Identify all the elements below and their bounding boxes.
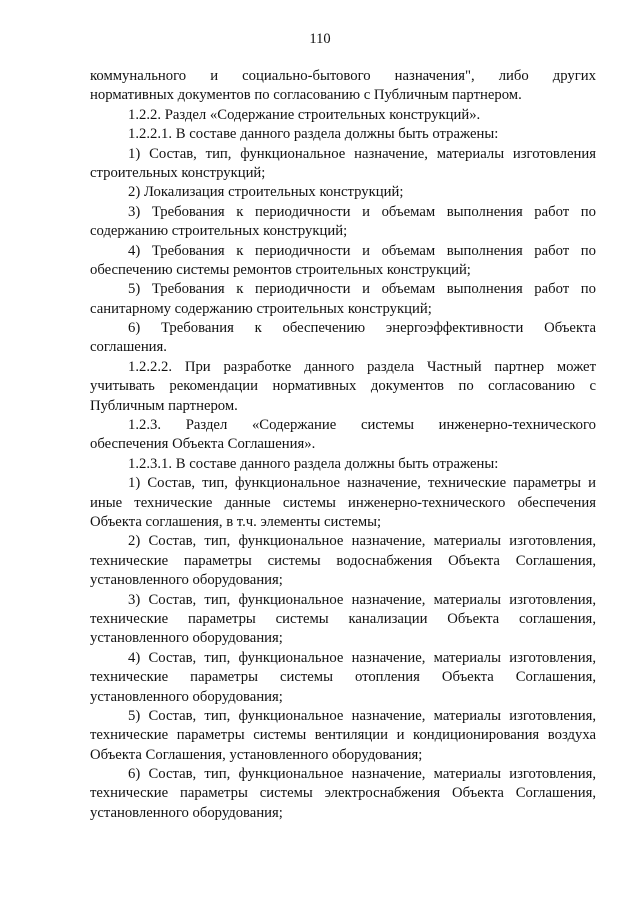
text-line: обеспечения Объекта Соглашения». — [90, 436, 316, 453]
text-line: 5) Состав, тип, функциональное назначение, материалы изготовления, — [128, 707, 596, 724]
page-number: 110 — [309, 31, 331, 47]
text-line: 4) Требования к периодичности и объемам выполнения работ по — [128, 242, 596, 259]
text-line: нормативных документов по согласованию с Публичным партнером. — [90, 87, 522, 104]
text-line: Объекта соглашения, в т.ч. элементы системы; — [90, 513, 382, 530]
text-line: установленного оборудования; — [90, 630, 283, 647]
text-line: коммунального и социально-бытового назначения", либо других — [90, 68, 596, 84]
text-line: строительных конструкций; — [90, 164, 266, 181]
text-line: 2) Состав, тип, функциональное назначение, материалы изготовления, — [128, 533, 596, 550]
text-line: обеспечению системы ремонтов строительных конструкций; — [90, 261, 471, 278]
text-line: 3) Состав, тип, функциональное назначение, материалы изготовления, — [128, 591, 596, 608]
text-line: соглашения. — [90, 339, 167, 356]
text-line: Объекта Соглашения, установленного оборудования; — [90, 746, 423, 763]
text-line: 1.2.3.1. В составе данного раздела должны быть отражены: — [128, 455, 499, 472]
document-body — [90, 67, 596, 823]
text-line: 3) Требования к периодичности и объемам выполнения работ по — [128, 203, 596, 220]
text-line: технические параметры системы канализации Объекта соглашения, — [90, 610, 596, 627]
text-line: 6) Требования к обеспечению энергоэффективности Объекта — [128, 320, 596, 337]
text-line: установленного оборудования; — [90, 804, 283, 821]
text-line: 1.2.2.2. При разработке данного раздела Частный партнер может — [128, 358, 596, 375]
text-line: 2) Локализация строительных конструкций; — [128, 184, 404, 201]
text-line: учитывать рекомендации нормативных документов по согласованию с — [90, 378, 596, 395]
text-line: содержанию строительных конструкций; — [90, 223, 348, 240]
text-line: Публичным партнером. — [90, 397, 238, 414]
text-line: технические параметры системы вентиляции и кондиционирования воздуха — [90, 727, 596, 744]
text-line: технические параметры системы водоснабжения Объекта Соглашения, — [90, 552, 596, 569]
text-line: технические параметры системы электроснабжения Объекта Соглашения, — [90, 785, 596, 802]
text-line: 1) Состав, тип, функциональное назначение, технические параметры и — [128, 475, 596, 492]
text-line: иные технические данные системы инженерно-технического обеспечения — [90, 494, 596, 511]
text-line: 5) Требования к периодичности и объемам выполнения работ по — [128, 281, 596, 298]
text-line: 6) Состав, тип, функциональное назначение, материалы изготовления, — [128, 766, 596, 783]
text-line: 4) Состав, тип, функциональное назначение, материалы изготовления, — [128, 649, 596, 666]
text-line: 1.2.3. Раздел «Содержание системы инженерно-технического — [128, 417, 596, 434]
text-line: 1.2.2. Раздел «Содержание строительных конструкций». — [128, 106, 481, 123]
text-line: установленного оборудования; — [90, 572, 283, 589]
text-line: установленного оборудования; — [90, 688, 283, 705]
text-line: технические параметры системы отопления Объекта Соглашения, — [90, 669, 596, 686]
text-line: санитарному содержанию строительных конструкций; — [90, 300, 432, 317]
text-line: 1) Состав, тип, функциональное назначение, материалы изготовления — [128, 145, 596, 162]
text-line: 1.2.2.1. В составе данного раздела должны быть отражены: — [128, 126, 499, 143]
